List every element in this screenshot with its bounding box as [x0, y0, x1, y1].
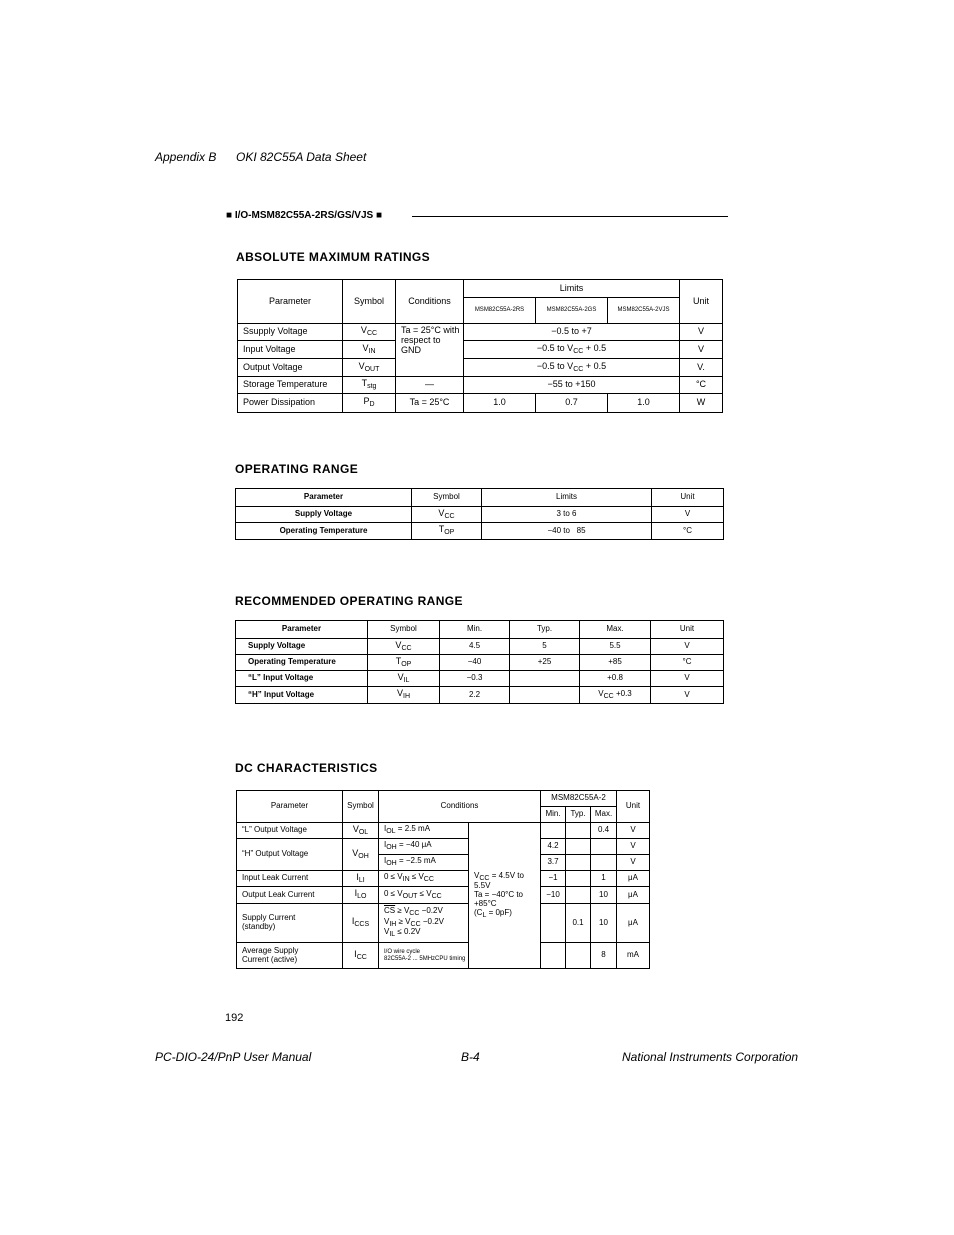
- header-title: OKI 82C55A Data Sheet: [236, 150, 367, 164]
- rec-r2-symbol: $T_{OP}$: [368, 655, 440, 671]
- opr-r2-unit: °C: [652, 523, 724, 540]
- amr-h-symbol: Symbol: [343, 280, 396, 324]
- amr-r5-unit: W: [680, 394, 723, 413]
- dc-r4-unit: μA: [617, 887, 650, 904]
- amr-r1-symbol: $V_{CC}$: [343, 324, 396, 341]
- dc-r4-min: −10: [541, 887, 566, 904]
- dc-h-unit: Unit: [617, 791, 650, 823]
- opr-r2-limit: −40 to 85: [482, 523, 652, 540]
- rec-r2-param: Operating Temperature: [236, 655, 368, 671]
- rec-r1-max: 5.5: [580, 639, 651, 655]
- opr-table: [235, 488, 724, 540]
- rec-r2-max: +85: [580, 655, 651, 671]
- rec-h-min: Min.: [440, 621, 510, 639]
- rec-r1-min: 4.5: [440, 639, 510, 655]
- footer-page: B-4: [461, 1050, 480, 1064]
- dc-title: DC CHARACTERISTICS: [235, 761, 378, 775]
- banner-label: ■ I/O-MSM82C55A-2RS/GS/VJS ■: [226, 210, 383, 221]
- rec-title: RECOMMENDED OPERATING RANGE: [235, 594, 463, 608]
- dc-r1-cond: $I_{OL} = 2.5$ mA: [379, 823, 469, 839]
- dc-r2a-cond: $I_{OH} = -40$ μA: [379, 839, 469, 855]
- amr-r2-limit: −0.5 to $V_{CC} + 0.5$: [464, 341, 680, 359]
- dc-r5-min: [541, 904, 566, 943]
- amr-r5-cond: Ta = 25°C: [396, 394, 464, 413]
- dc-h-cond: Conditions: [379, 791, 541, 823]
- amr-h-cond: Conditions: [396, 280, 464, 324]
- dc-r1-unit: V: [617, 823, 650, 839]
- dc-h-typ: Typ.: [566, 807, 591, 823]
- dc-r3-unit: μA: [617, 871, 650, 887]
- dc-r5-symbol: $I_{CCS}$: [343, 904, 379, 943]
- rec-r1-unit: V: [651, 639, 724, 655]
- dc-r5-typ: 0.1: [566, 904, 591, 943]
- dc-r6-symbol: $I_{CC}$: [343, 943, 379, 969]
- amr-r1-limit: −0.5 to +7: [464, 324, 680, 341]
- dc-h-symbol: Symbol: [343, 791, 379, 823]
- dc-r6-max: 8: [591, 943, 617, 969]
- dc-r5-max: 10: [591, 904, 617, 943]
- amr-r5-limit-2gs: 0.7: [536, 394, 608, 413]
- amr-r3-symbol: $V_{OUT}$: [343, 359, 396, 377]
- opr-h-limits: Limits: [482, 489, 652, 507]
- amr-r3-unit: V.: [680, 359, 723, 377]
- page-number: 192: [225, 1012, 244, 1024]
- rec-r3-max: +0.8: [580, 671, 651, 687]
- rec-r1-param: Supply Voltage: [236, 639, 368, 655]
- opr-r1-unit: V: [652, 507, 724, 523]
- dc-r6-unit: mA: [617, 943, 650, 969]
- dc-r1-max: 0.4: [591, 823, 617, 839]
- rec-r2-unit: °C: [651, 655, 724, 671]
- rec-h-symbol: Symbol: [368, 621, 440, 639]
- dc-r3-min: −1: [541, 871, 566, 887]
- dc-r2-symbol: $V_{OH}$: [343, 839, 379, 871]
- amr-r2-symbol: $V_{IN}$: [343, 341, 396, 359]
- opr-r1-param: Supply Voltage: [236, 507, 412, 523]
- dc-r2-param: “H” Output Voltage: [237, 839, 343, 871]
- dc-shared-conditions: [469, 823, 541, 969]
- amr-h-param: Parameter: [238, 280, 343, 324]
- dc-r6-typ: [566, 943, 591, 969]
- dc-r4-max: 10: [591, 887, 617, 904]
- dc-r2b-min: 3.7: [541, 855, 566, 871]
- dc-r5-param: Supply Current (standby): [237, 904, 343, 943]
- dc-r2a-max: [591, 839, 617, 855]
- dc-r6-param: Average Supply Current (active): [237, 943, 343, 969]
- rec-h-param: Parameter: [236, 621, 368, 639]
- rec-r3-param: “L” Input Voltage: [236, 671, 368, 687]
- dc-r2a-min: 4.2: [541, 839, 566, 855]
- dc-r6-min: [541, 943, 566, 969]
- dc-r1-param: “L” Output Voltage: [237, 823, 343, 839]
- rec-r3-min: −0.3: [440, 671, 510, 687]
- amr-sub-2vjs: MSM82C55A-2VJS: [608, 298, 680, 324]
- footer-manual: PC-DIO-24/PnP User Manual: [155, 1050, 312, 1064]
- dc-shared-ta: Ta = −40°C to +85°C: [474, 890, 524, 908]
- rec-r3-unit: V: [651, 671, 724, 687]
- dc-h-param: Parameter: [237, 791, 343, 823]
- amr-title: ABSOLUTE MAXIMUM RATINGS: [236, 250, 431, 264]
- rec-r4-typ: [510, 687, 580, 704]
- dc-r3-cond: $0 \le V_{IN} \le V_{CC}$: [379, 871, 469, 887]
- dc-r4-param: Output Leak Current: [237, 887, 343, 904]
- dc-shared-cl: $(C_L = 0pF)$: [474, 907, 512, 919]
- opr-r1-symbol: $V_{CC}$: [412, 507, 482, 523]
- amr-r2-param: Input Voltage: [238, 341, 343, 359]
- amr-cond-shared: Ta = 25°C with respect to GND: [396, 324, 464, 377]
- dc-r2b-cond: $I_{OH} = -2.5$ mA: [379, 855, 469, 871]
- dc-r5-unit: μA: [617, 904, 650, 943]
- rec-h-typ: Typ.: [510, 621, 580, 639]
- banner-rule: [412, 216, 728, 217]
- opr-h-symbol: Symbol: [412, 489, 482, 507]
- amr-r2-unit: V: [680, 341, 723, 359]
- dc-r3-param: Input Leak Current: [237, 871, 343, 887]
- amr-sub-2rs: MSM82C55A-2RS: [464, 298, 536, 324]
- dc-h-min: Min.: [541, 807, 566, 823]
- header-appendix: Appendix B: [155, 150, 217, 164]
- dc-r3-symbol: $I_{LI}$: [343, 871, 379, 887]
- dc-h-max: Max.: [591, 807, 617, 823]
- amr-h-limits: Limits: [464, 280, 680, 298]
- opr-r2-param: Operating Temperature: [236, 523, 412, 540]
- rec-r1-typ: 5: [510, 639, 580, 655]
- dc-h-group: MSM82C55A-2: [541, 791, 617, 807]
- amr-r4-cond: —: [396, 377, 464, 394]
- rec-r2-min: −40: [440, 655, 510, 671]
- amr-r4-limit: −55 to +150: [464, 377, 680, 394]
- opr-h-param: Parameter: [236, 489, 412, 507]
- dc-r1-typ: [566, 823, 591, 839]
- amr-r1-unit: V: [680, 324, 723, 341]
- amr-table: [237, 279, 723, 413]
- dc-r2b-typ: [566, 855, 591, 871]
- amr-r3-limit: −0.5 to $V_{CC} + 0.5$: [464, 359, 680, 377]
- dc-r2b-max: [591, 855, 617, 871]
- footer-company: National Instruments Corporation: [622, 1050, 799, 1064]
- opr-r1-limit: 3 to 6: [482, 507, 652, 523]
- dc-r3-typ: [566, 871, 591, 887]
- rec-r4-unit: V: [651, 687, 724, 704]
- rec-r3-symbol: $V_{IL}$: [368, 671, 440, 687]
- amr-r5-limit-2rs: 1.0: [464, 394, 536, 413]
- rec-r1-symbol: $V_{CC}$: [368, 639, 440, 655]
- dc-r3-max: 1: [591, 871, 617, 887]
- dc-r4-cond: $0 \le V_{OUT} \le V_{CC}$: [379, 887, 469, 904]
- amr-r5-param: Power Dissipation: [238, 394, 343, 413]
- dc-shared-vcc: $V_{CC} = 4.5V$ to 5.5V: [474, 870, 524, 891]
- amr-r3-param: Output Voltage: [238, 359, 343, 377]
- dc-r6-cond: I/O wire cycle 82C55A-2 ... 5MHzCPU timing: [379, 943, 469, 969]
- rec-table: [235, 620, 724, 704]
- amr-r4-symbol: $T_{stg}$: [343, 377, 396, 394]
- amr-r1-param: Ssupply Voltage: [238, 324, 343, 341]
- rec-r2-typ: +25: [510, 655, 580, 671]
- rec-h-unit: Unit: [651, 621, 724, 639]
- dc-r2a-typ: [566, 839, 591, 855]
- amr-sub-2gs: MSM82C55A-2GS: [536, 298, 608, 324]
- amr-r4-param: Storage Temperature: [238, 377, 343, 394]
- rec-r4-max: $V_{CC} +0.3$: [580, 687, 651, 704]
- dc-r4-typ: [566, 887, 591, 904]
- dc-r4-symbol: $I_{LO}$: [343, 887, 379, 904]
- rec-r4-min: 2.2: [440, 687, 510, 704]
- dc-r5-cond: $\overline{CS} \ge V_{CC} -0.2V$ $V_{IH} \ge V_{CC} -0.2V$ $V_{IL} \le 0.2V$: [379, 904, 469, 943]
- dc-r1-symbol: $V_{OL}$: [343, 823, 379, 839]
- rec-h-max: Max.: [580, 621, 651, 639]
- dc-r1-min: [541, 823, 566, 839]
- rec-r3-typ: [510, 671, 580, 687]
- dc-r2b-unit: V: [617, 855, 650, 871]
- opr-h-unit: Unit: [652, 489, 724, 507]
- amr-h-unit: Unit: [680, 280, 723, 324]
- amr-r4-unit: °C: [680, 377, 723, 394]
- opr-title: OPERATING RANGE: [235, 462, 359, 476]
- dc-table: [236, 790, 650, 969]
- amr-r5-limit-2vjs: 1.0: [608, 394, 680, 413]
- rec-r4-symbol: $V_{IH}$: [368, 687, 440, 704]
- dc-r2a-unit: V: [617, 839, 650, 855]
- rec-r4-param: “H” Input Voltage: [236, 687, 368, 704]
- opr-r2-symbol: $T_{OP}$: [412, 523, 482, 540]
- amr-r5-symbol: $P_D$: [343, 394, 396, 413]
